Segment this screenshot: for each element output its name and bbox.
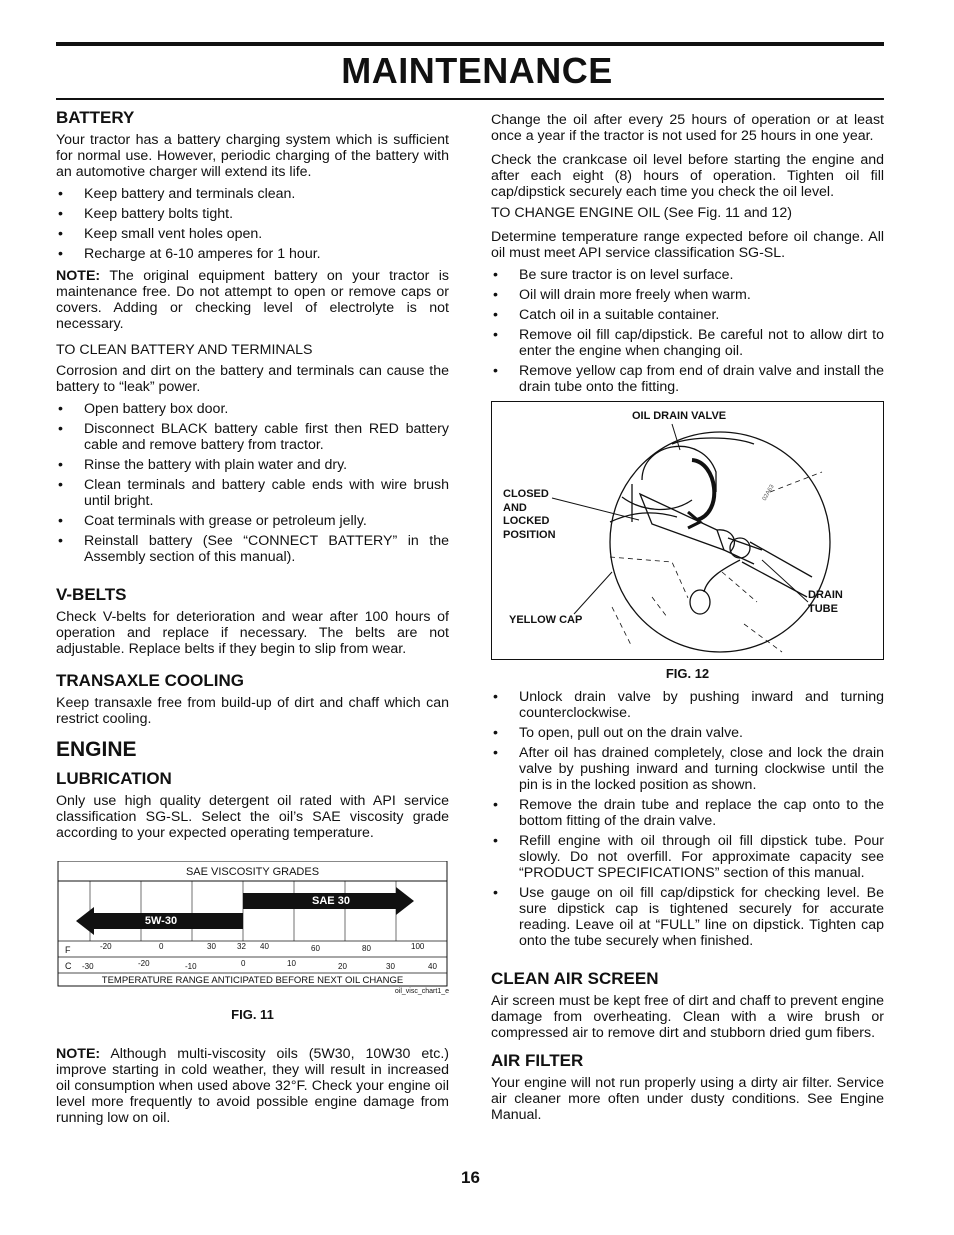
engine-note	[56, 1046, 449, 1126]
c-label: C	[65, 961, 72, 971]
f-tick: 0	[159, 942, 164, 951]
list-item: • Be sure tractor is on level surface.	[491, 267, 884, 283]
fig12-caption: FIG. 12	[665, 666, 710, 681]
note-text: The original equipment battery on your tractor is maintenance free. Do not attempt to open or remove caps or covers. Adding or checking level of electrolyte is not necessary.	[56, 268, 449, 332]
label-closed-position	[503, 488, 556, 542]
battery-intro: Your tractor has a battery charging system which is sufficient for normal use. However, periodic charging of the battery with an automotive charger will extend its life.	[56, 132, 449, 180]
list-item: • Use gauge on oil fill cap/dipstick for checking level. Be sure dipstick cap is tightened securely for accurate reading. Leave oil at “FULL” line on dipstick. Tighten cap onto the tube securely when finished.	[491, 885, 884, 949]
title-underline	[56, 98, 884, 100]
clean-battery-intro: Corrosion and dirt on the battery and terminals can cause the battery to “leak” power.	[56, 363, 449, 395]
chart-code: oil_visc_chart1_e	[394, 988, 449, 995]
transaxle-heading: TRANSAXLE COOLING	[56, 671, 244, 690]
note-label: NOTE:	[56, 268, 101, 284]
list-item: • Clean terminals and battery cable ends with wire brush until bright.	[56, 477, 449, 509]
list-item: • Keep battery bolts tight.	[56, 206, 449, 222]
note-label: NOTE:	[56, 1046, 101, 1062]
label-drain-tube	[808, 588, 843, 616]
c-tick: 20	[338, 962, 347, 971]
list-item: • Open battery box door.	[56, 401, 449, 417]
drain-bullets	[491, 689, 884, 949]
page-number: 16	[461, 1168, 480, 1187]
label-drain-line: DRAIN	[808, 589, 843, 601]
f-tick: 32	[237, 942, 246, 951]
c-tick: -20	[138, 959, 150, 968]
air-screen-text: Air screen must be kept free of dirt and chaff to prevent engine damage from overheating. Clean with a wire brush or compressed air to remove dirt and stubborn dried gum fibers.	[491, 993, 884, 1041]
battery-note	[56, 268, 449, 332]
battery-bullets	[56, 186, 449, 262]
list-item: • Disconnect BLACK battery cable first then RED battery cable and remove battery from tractor.	[56, 421, 449, 453]
oil-change-p1: Change the oil after every 25 hours of operation or at least once a year if the tractor is not used for 25 hours in one year.	[491, 112, 884, 144]
page-title: MAINTENANCE	[341, 50, 613, 91]
label-closed-line: CLOSED	[503, 488, 549, 500]
c-tick: 30	[386, 962, 395, 971]
note-text: Although multi-viscosity oils (5W30, 10W30 etc.) improve starting in cold weather, they will result in increased oil consumption when used above 32°F. Check your engine oil level more frequently to avoid possible engine damage from running low on oil.	[56, 1046, 449, 1126]
air-filter-heading: AIR FILTER	[491, 1051, 584, 1070]
battery-heading: BATTERY	[56, 108, 135, 127]
sae30-label: SAE 30	[312, 895, 350, 907]
c-tick: -30	[82, 962, 94, 971]
top-rule	[56, 42, 884, 46]
f-label: F	[65, 945, 71, 955]
transaxle-text: Keep transaxle free from build-up of dirt and chaff which can restrict cooling.	[56, 695, 449, 727]
list-item: • Remove the drain tube and replace the cap onto to the bottom fitting of the drain valve.	[491, 797, 884, 829]
label-closed-line: AND	[503, 501, 527, 514]
label-drain-line: TUBE	[808, 603, 838, 615]
list-item: • Keep battery and terminals clean.	[56, 186, 449, 202]
list-item: • Coat terminals with grease or petroleum jelly.	[56, 513, 449, 529]
f-tick: 80	[362, 944, 371, 953]
list-item: • To open, pull out on the drain valve.	[491, 725, 884, 741]
list-item: • Remove yellow cap from end of drain valve and install the drain tube onto the fitting.	[491, 363, 884, 395]
air-screen-heading: CLEAN AIR SCREEN	[491, 969, 659, 988]
vbelts-text: Check V-belts for deterioration and wear after 100 hours of operation and replace if necessary. The belts are not adjustable. Replace belts if they begin to slip from wear.	[56, 609, 449, 657]
f-tick: 60	[311, 944, 320, 953]
list-item: • Keep small vent holes open.	[56, 226, 449, 242]
right-column	[491, 112, 884, 1129]
list-item: • Recharge at 6-10 amperes for 1 hour.	[56, 246, 449, 262]
lubrication-text: Only use high quality detergent oil rated with API service classification SG-SL. Select the oil’s SAE viscosity grade according to your expected operating temperature.	[56, 793, 449, 841]
5w30-label: 5W-30	[144, 915, 178, 927]
c-tick: 40	[428, 962, 437, 971]
oil-change-bullets	[491, 267, 884, 395]
drain-valve-figure	[491, 401, 884, 660]
list-item: • Remove oil fill cap/dipstick. Be careful not to allow dirt to enter the engine when changing oil.	[491, 327, 884, 359]
chart-footer: TEMPERATURE RANGE ANTICIPATED BEFORE NEXT OIL CHANGE	[101, 975, 404, 986]
list-item: • Reinstall battery (See “CONNECT BATTERY” in the Assembly section of this manual).	[56, 533, 449, 565]
list-item: • Catch oil in a suitable container.	[491, 307, 884, 323]
list-item: • Unlock drain valve by pushing inward and turning counterclockwise.	[491, 689, 884, 721]
figure-code: 02A63	[761, 483, 776, 503]
clean-battery-bullets	[56, 401, 449, 565]
fig11-caption: FIG. 11	[231, 1007, 274, 1022]
f-tick: -20	[100, 942, 112, 951]
change-oil-subheading: TO CHANGE ENGINE OIL (See Fig. 11 and 12)	[491, 205, 792, 221]
c-tick: -10	[185, 962, 197, 971]
c-tick: 0	[241, 959, 246, 968]
c-tick: 10	[287, 959, 296, 968]
lubrication-heading: LUBRICATION	[56, 769, 172, 788]
label-yellow-cap: YELLOW CAP	[509, 614, 583, 626]
clean-battery-heading: TO CLEAN BATTERY AND TERMINALS	[56, 342, 313, 358]
list-item: • Oil will drain more freely when warm.	[491, 287, 884, 303]
list-item: • Rinse the battery with plain water and dry.	[56, 457, 449, 473]
air-filter-text: Your engine will not run properly using a dirty air filter. Service air cleaner more often under dusty conditions. See Engine Manual.	[491, 1075, 884, 1123]
label-closed-line: POSITION	[503, 528, 556, 541]
f-tick: 40	[260, 942, 269, 951]
label-oil-drain-valve: OIL DRAIN VALVE	[632, 410, 727, 422]
oil-change-p2: Check the crankcase oil level before starting the engine and after each eight (8) hours of operation. Tighten oil fill cap/dipstick securely each time you check the oil level.	[491, 152, 884, 200]
engine-heading: ENGINE	[56, 738, 137, 761]
viscosity-chart	[56, 861, 449, 995]
chart-title: SAE VISCOSITY GRADES	[185, 866, 320, 878]
f-tick: 100	[411, 942, 425, 951]
label-closed-line: LOCKED	[503, 515, 550, 527]
list-item: • Refill engine with oil through oil fill dipstick tube. Pour slowly. Do not overfill. For approximate capacity see “PRODUCT SPECIFICATIONS” section of this manual.	[491, 833, 884, 881]
vbelts-heading: V-BELTS	[56, 585, 127, 604]
oil-change-p3: Determine temperature range expected before oil change. All oil must meet API service classification SG-SL.	[491, 229, 884, 261]
f-tick: 30	[207, 942, 216, 951]
left-column	[56, 108, 449, 1132]
list-item: • After oil has drained completely, close and lock the drain valve by pushing inward and turning clockwise until the pin is in the locked position as shown.	[491, 745, 884, 793]
